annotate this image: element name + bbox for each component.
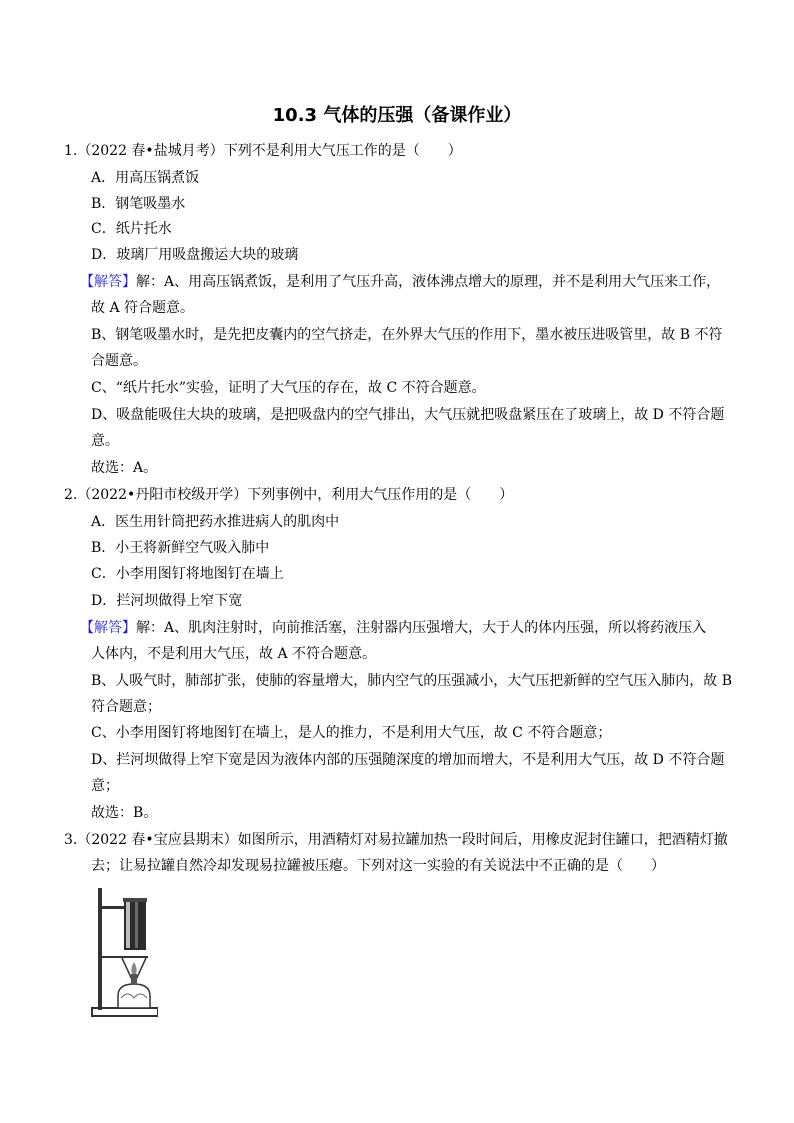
question-2-answer-line-4: 符合题意； [91,699,161,715]
question-2-answer-line-8: 故选：B。 [91,805,158,821]
experiment-figure [88,886,158,1018]
question-2-option-b: B．小王将新鲜空气吸入肺中 [91,540,270,556]
question-1-answer-line-2: 故 A 符合题意。 [91,300,195,316]
ring-support [102,956,148,958]
question-3-stem-line-2: 去；让易拉罐自然冷却发现易拉罐被压瘪。下列对这一实验的有关说法中不正确的是（ ） [91,858,665,874]
answer-tag: 【解答】 [80,620,136,636]
question-1-answer-line-6: D、吸盘能吸住大块的玻璃，是把吸盘内的空气排出，大气压就把吸盘紧压在了玻璃上，故 D 不符合题 [91,407,725,423]
question-1-option-c: C．纸片托水 [91,221,172,237]
question-1-answer-line-8: 故选：A。 [91,460,158,476]
question-2-answer-line-7: 意； [91,778,119,794]
question-2-answer-line-6: D、拦河坝做得上窄下宽是因为液体内部的压强随深度的增加而增大，不是利用大气压，故 D 不符合题 [91,752,725,768]
question-1-stem: 1.（2022 春•盐城月考）下列不是利用大气压工作的是（ ） [64,143,462,159]
question-1-answer-line-7: 意。 [91,433,119,449]
question-2-answer-line-5: C、小李用图钉将地图钉在墙上，是人的推力，不是利用大气压，故 C 不符合题意； [91,725,612,741]
question-1-option-a: A．用高压锅煮饭 [91,170,200,186]
question-2-option-c: C．小李用图钉将地图钉在墙上 [91,566,284,582]
question-1-answer-line-1: 【解答】解：A、用高压锅煮饭，是利用了气压升高，液体沸点增大的原理，并不是利用大气压来工作， [80,274,721,290]
question-3-stem-line-1: 3.（2022 春•宝应县期末）如图所示，用酒精灯对易拉罐加热一段时间后，用橡皮泥封住罐口，把酒精灯撤 [64,832,728,848]
question-2-stem: 2.（2022•丹阳市校级开学）下列事例中，利用大气压作用的是（ ） [64,487,514,503]
question-2-answer-line-3: B、人吸气时，肺部扩张，使肺的容量增大，肺内空气的压强减小，大气压把新鲜的空气压入肺内，故 B [91,673,733,689]
answer-tag: 【解答】 [80,274,136,290]
clamp-arm [102,906,126,909]
question-2-answer-line-2: 人体内，不是利用大气压，故 A 不符合题意。 [91,646,377,662]
question-1-option-d: D．玻璃厂用吸盘搬运大块的玻璃 [91,247,299,263]
page-title: 10.3 气体的压强（备课作业） [272,105,522,126]
question-1-answer-line-4: 合题意。 [91,353,147,369]
question-1-answer-line-3: B、钢笔吸墨水时，是先把皮囊内的空气挤走，在外界大气压的作用下，墨水被压进吸管里，故 B 不符 [91,327,723,343]
question-1-answer-line-5: C、“纸片托水”实验，证明了大气压的存在，故 C 不符合题意。 [91,380,486,396]
question-2-answer-line-1: 【解答】解：A、肌肉注射时，向前推活塞，注射器内压强增大，大于人的体内压强，所以将药液压入 [80,620,707,636]
question-1-option-b: B．钢笔吸墨水 [91,196,186,212]
flame-icon [131,962,136,974]
question-2-option-d: D．拦河坝做得上窄下宽 [91,593,243,609]
stand-rod [98,888,102,1010]
question-2-option-a: A．医生用针筒把药水推进病人的肌肉中 [91,514,340,530]
